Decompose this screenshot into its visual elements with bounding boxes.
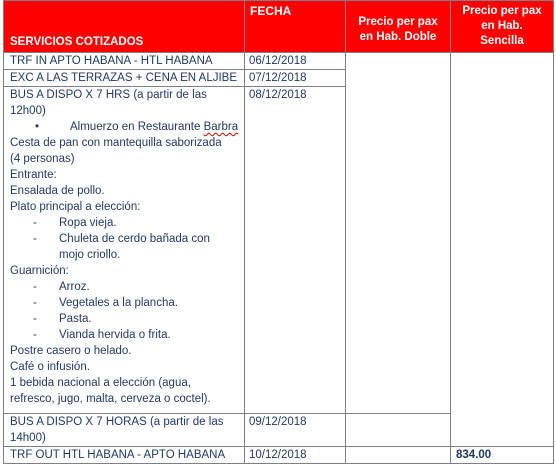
date-cell: 08/12/2018 [245, 87, 346, 414]
table-row [4, 447, 554, 464]
dash-icon: - [33, 233, 37, 245]
header-price-double: Precio per pax en Hab. Doble [346, 1, 451, 53]
dash-icon: - [33, 297, 37, 309]
list-item: - Pasta. [33, 313, 92, 325]
date-cell: 07/12/2018 [245, 70, 346, 87]
bullet-icon: • [35, 121, 40, 133]
dash-icon: - [33, 329, 37, 341]
list-item: - Ropa vieja. [33, 217, 117, 229]
list-item: - Vianda hervida o frita. [33, 329, 171, 341]
quotation-table [3, 0, 554, 464]
service-cell: TRF OUT HTL HABANA - APTO HABANA [4, 447, 245, 464]
list-item: - Vegetales a la plancha. [33, 297, 178, 309]
service-cell-menu: BUS A DISPO X 7 HRS (a partir de las 12h00) • Almuerzo en Restaurante Barbra Cesta de pan con mantequilla saborizada (4 personas) Entrante: Ensalada de pollo. Plato principal a elección: - Ropa vieja. - Chuleta de cerdo bañada con mojo criollo. Guarnición: - Arroz. - Vegetales a la plancha. - Pasta. - Vianda hervida o frita. Postre casero o helado. Café o infusión. 1 bebida nacional a elección (agua, refresco, jugo, malta, cerveza o coctel). [4, 87, 245, 414]
dash-icon: - [33, 217, 37, 229]
table-row [4, 53, 554, 70]
service-cell: BUS A DISPO X 7 HORAS (a partir de las 14h00) [4, 414, 245, 447]
service-cell: EXC A LAS TERRAZAS + CENA EN ALJIBE [4, 70, 245, 87]
service-cell: TRF IN APTO HABANA - HTL HABANA [4, 53, 245, 70]
list-item: - Chuleta de cerdo bañada con [33, 233, 210, 245]
header-row [4, 1, 554, 53]
dash-icon: - [33, 313, 37, 325]
price-double-cell [346, 53, 451, 414]
dash-icon: - [33, 281, 37, 293]
price-double-cell [346, 447, 451, 464]
date-cell: 06/12/2018 [245, 53, 346, 70]
list-item: • Almuerzo en Restaurante Barbra [35, 121, 239, 133]
price-single-cell [451, 53, 554, 447]
date-cell: 09/12/2018 [245, 414, 346, 447]
list-item: - Arroz. [33, 281, 90, 293]
price-double-cell [346, 414, 451, 447]
date-cell: 10/12/2018 [245, 447, 346, 464]
header-services: SERVICIOS COTIZADOS [4, 1, 245, 53]
header-date: FECHA [245, 1, 346, 53]
quotation-table-wrapper [3, 0, 553, 464]
price-single-cell: 834.00 [451, 447, 554, 464]
header-price-single: Precio per pax en Hab. Sencilla [451, 1, 554, 53]
